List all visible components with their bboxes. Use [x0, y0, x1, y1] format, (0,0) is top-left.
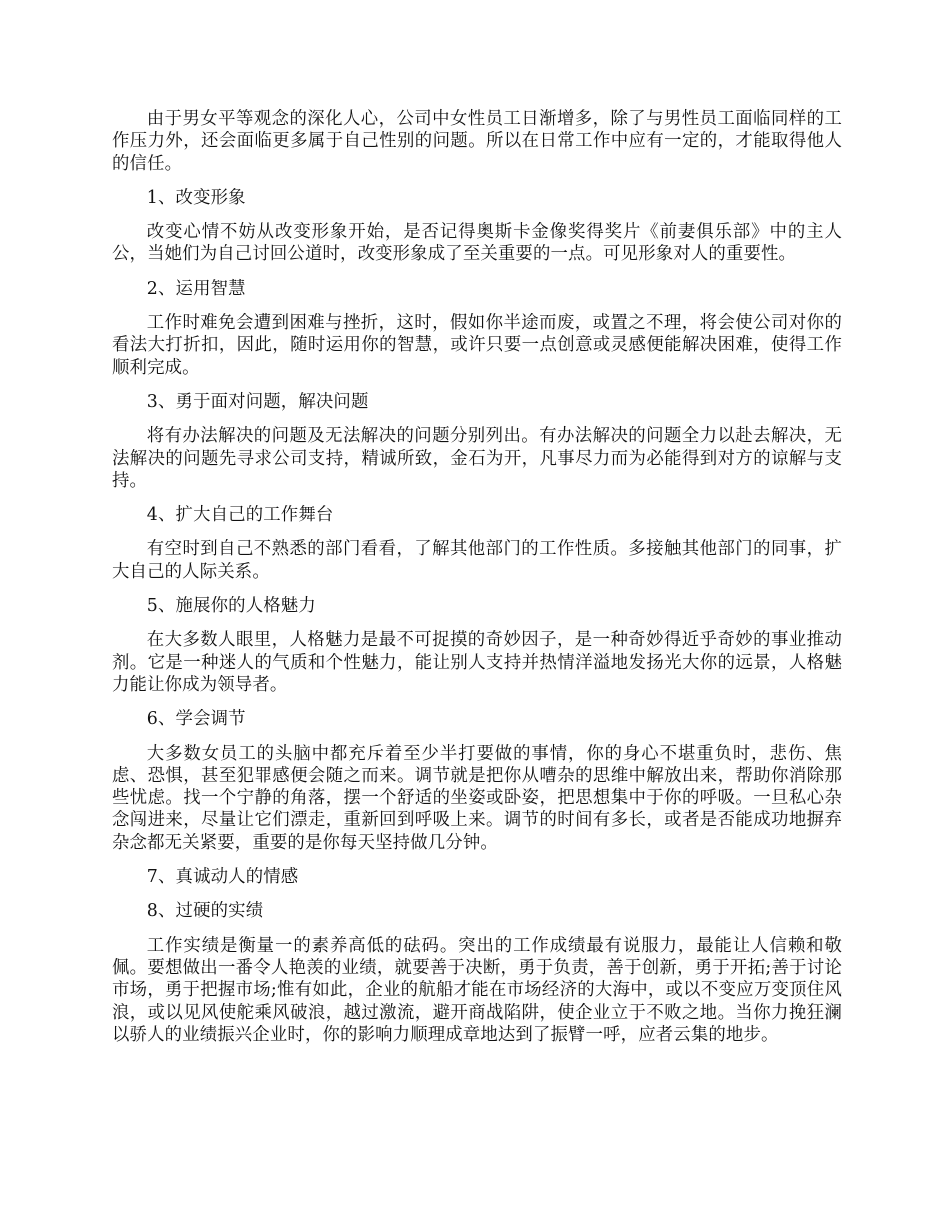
intro-paragraph: 由于男女平等观念的深化人心，公司中女性员工日渐增多，除了与男性员工面临同样的工作压力外，还会面临更多属于自己性别的问题。所以在日常工作中应有一定的，才能取得他人的信任。	[112, 109, 842, 174]
section-heading-1: 1、改变形象	[146, 187, 246, 208]
section-heading-4: 4、扩大自己的工作舞台	[146, 505, 334, 526]
section-heading-2: 2、运用智慧	[146, 278, 246, 299]
section-paragraph-1: 改变心情不妨从改变形象开始，是否记得奥斯卡金像奖得奖片《前妻俱乐部》中的主人公，当她们为自己讨回公道时，改变形象成了至关重要的一点。可见形象对人的重要性。	[112, 222, 842, 265]
section-heading-7: 7、真诚动人的情感	[146, 867, 299, 888]
section-heading-6: 6、学会调节	[146, 709, 246, 730]
section-paragraph-5: 在大多数人眼里，人格魅力是最不可捉摸的奇妙因子，是一种奇妙得近乎奇妙的事业推动剂。它是一种迷人的气质和个性魅力，能让别人支持并热情洋溢地发扬光大你的远景，人格魅力能让你成为领导者。	[112, 630, 842, 695]
section-heading-5: 5、施展你的人格魅力	[146, 596, 316, 617]
section-paragraph-8: 工作实绩是衡量一的素养高低的砝码。突出的工作成绩最有说服力，最能让人信赖和敬佩。要想做出一番令人艳羡的业绩，就要善于决断，勇于负责，善于创新，勇于开拓;善于讨论市场，勇于把握市场;惟有如此，企业的航船才能在市场经济的大海中，或以不变应万变顶住风浪，或以见风使舵乘风破浪，越过激流，避开商战陷阱，使企业立于不败之地。当你力挽狂澜以骄人的业绩振兴企业时，你的影响力顺理成章地达到了振臂一呼，应者云集的地步。	[112, 935, 842, 1045]
section-heading-3: 3、勇于面对问题，解决问题	[146, 391, 369, 412]
section-paragraph-3: 将有办法解决的问题及无法解决的问题分别列出。有办法解决的问题全力以赴去解决，无法解决的问题先寻求公司支持，精诚所致，金石为开，凡事尽力而为必能得到对方的谅解与支持。	[112, 426, 842, 491]
section-paragraph-4: 有空时到自己不熟悉的部门看看，了解其他部门的工作性质。多接触其他部门的同事，扩大自己的人际关系。	[112, 539, 842, 582]
section-paragraph-2: 工作时难免会遭到困难与挫折，这时，假如你半途而废，或置之不理，将会使公司对你的看法大打折扣，因此，随时运用你的智慧，或许只要一点创意或灵感便能解决困难，使得工作顺利完成。	[112, 313, 842, 378]
section-paragraph-6: 大多数女员工的头脑中都充斥着至少半打要做的事情，你的身心不堪重负时，悲伤、焦虑、恐惧，甚至犯罪感便会随之而来。调节就是把你从嘈杂的思维中解放出来，帮助你消除那些忧虑。找一个宁静的角落，摆一个舒适的坐姿或卧姿，把思想集中于你的呼吸。一旦私心杂念闯进来，尽量让它们漂走，重新回到呼吸上来。调节的时间有多长，或者是否能成功地摒弃杂念都无关紧要，重要的是你每天坚持做几分钟。	[112, 743, 842, 853]
section-heading-8: 8、过硬的实绩	[146, 901, 264, 922]
